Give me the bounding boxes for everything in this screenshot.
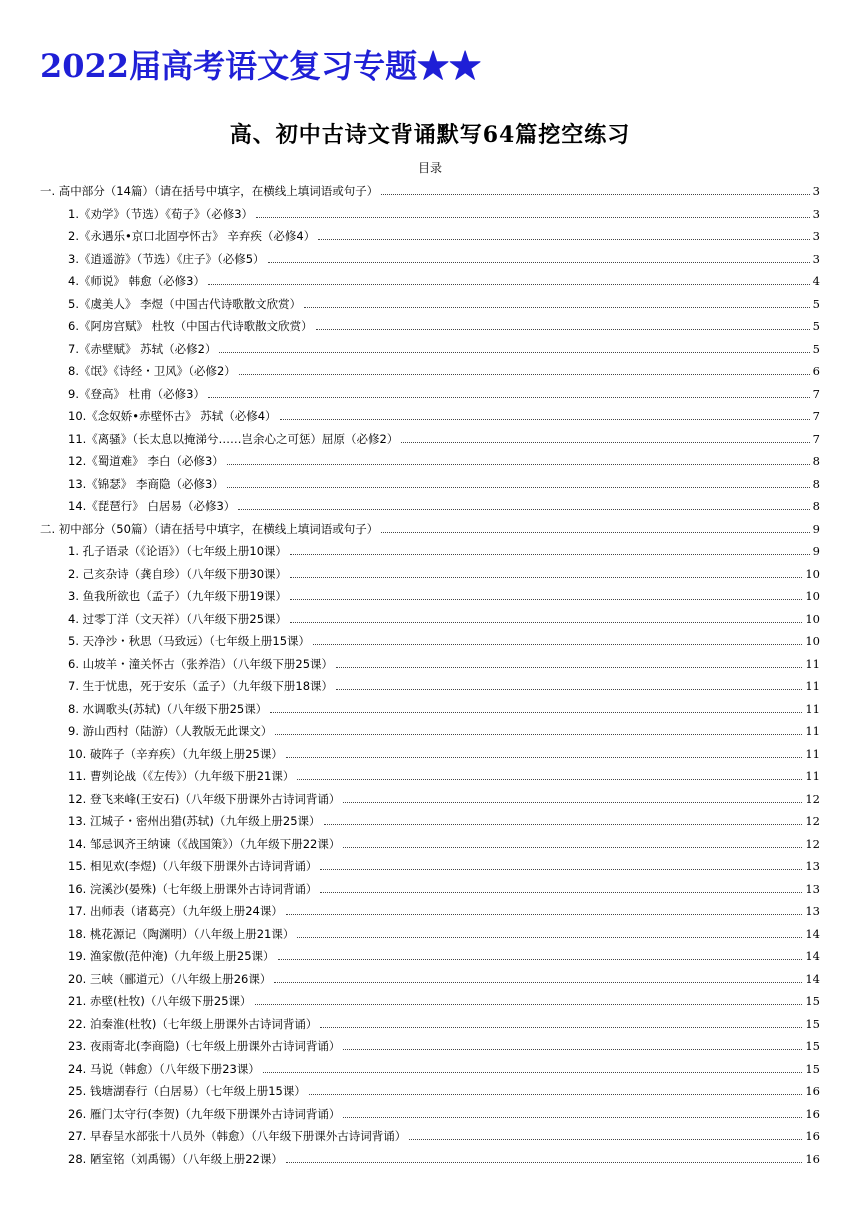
toc-entry-label: 20. 三峡（郦道元）（八年级上册26课）: [68, 971, 272, 986]
toc-dot-leader: [297, 778, 802, 780]
toc-dot-leader: [275, 733, 802, 735]
toc-dot-leader: [324, 823, 803, 825]
toc-page-number: 11: [805, 724, 820, 739]
toc-dot-leader: [286, 913, 803, 915]
toc-dot-leader: [263, 1071, 803, 1073]
toc-entry-row[interactable]: [40, 878, 820, 901]
toc-entry-row[interactable]: [40, 1080, 820, 1103]
toc-entry-label: 18. 桃花源记（陶渊明）（八年级上册21课）: [68, 926, 295, 941]
toc-entry-label: 8. 水调歌头(苏轼)（八年级下册25课）: [68, 701, 268, 716]
toc-page-number: 7: [812, 409, 820, 424]
toc-entry-label: 7. 生于忧患，死于安乐（孟子）（九年级下册18课）: [68, 679, 334, 694]
toc-entry-row[interactable]: [40, 698, 820, 721]
toc-entry-label: 3. 鱼我所欲也（孟子）（九年级下册19课）: [68, 589, 288, 604]
toc-entry-label: 17. 出师表（诸葛亮）（九年级上册24课）: [68, 904, 283, 919]
toc-dot-leader: [227, 486, 810, 488]
toc-page-number: 8: [812, 499, 820, 514]
toc-dot-leader: [320, 868, 802, 870]
toc-entry-row[interactable]: [40, 945, 820, 968]
toc-page-number: 14: [805, 949, 820, 964]
toc-page-number: 7: [812, 431, 820, 446]
table-of-contents: [40, 180, 820, 1170]
toc-entry-label: 12.《蜀道难》 李白（必修3）: [68, 454, 224, 469]
toc-entry-row[interactable]: [40, 315, 820, 338]
toc-dot-leader: [270, 711, 802, 713]
toc-entry-row[interactable]: [40, 360, 820, 383]
toc-dot-leader: [290, 621, 802, 623]
toc-entry-label: 8.《氓》《诗经・卫风》（必修2）: [68, 364, 236, 379]
toc-page-number: 11: [805, 746, 820, 761]
toc-page-number: 7: [812, 386, 820, 401]
toc-entry-label: 3.《逍遥游》（节选）《庄子》（必修5）: [68, 251, 265, 266]
toc-entry-row[interactable]: [40, 990, 820, 1013]
toc-dot-leader: [336, 688, 802, 690]
toc-entry-label: 22. 泊秦淮(杜牧)（七年级上册课外古诗词背诵）: [68, 1016, 318, 1031]
toc-entry-row[interactable]: [40, 968, 820, 991]
toc-entry-row[interactable]: [40, 405, 820, 428]
toc-entry-row[interactable]: [40, 270, 820, 293]
toc-dot-leader: [297, 936, 802, 938]
toc-entry-row[interactable]: [40, 585, 820, 608]
toc-page-number: 15: [805, 1016, 820, 1031]
toc-entry-row[interactable]: [40, 383, 820, 406]
toc-page-number: 3: [812, 206, 820, 221]
toc-page-number: 5: [812, 296, 820, 311]
toc-entry-label: 25. 钱塘湖春行（白居易）（七年级上册15课）: [68, 1084, 306, 1099]
toc-entry-label: 10. 破阵子（辛弃疾）（九年级上册25课）: [68, 746, 283, 761]
toc-entry-label: 6. 山坡羊・潼关怀古（张养浩）（八年级下册25课）: [68, 656, 334, 671]
toc-page-number: 11: [805, 656, 820, 671]
toc-page-number: 10: [805, 566, 820, 581]
toc-page-number: 12: [805, 836, 820, 851]
toc-dot-leader: [320, 891, 802, 893]
toc-entry-label: 27. 早春呈水部张十八员外（韩愈）（八年级下册课外古诗词背诵）: [68, 1129, 407, 1144]
toc-page-number: 13: [805, 859, 820, 874]
toc-page-number: 11: [805, 679, 820, 694]
toc-dot-leader: [381, 531, 809, 533]
toc-dot-leader: [239, 373, 810, 375]
toc-dot-leader: [208, 283, 810, 285]
toc-dot-leader: [286, 756, 803, 758]
toc-entry-label: 4.《师说》 韩愈（必修3）: [68, 274, 205, 289]
toc-page-number: 3: [812, 229, 820, 244]
toc-dot-leader: [238, 508, 809, 510]
toc-entry-row[interactable]: [40, 473, 820, 496]
toc-dot-leader: [343, 1048, 802, 1050]
toc-entry-row[interactable]: [40, 540, 820, 563]
toc-entry-label: 15. 相见欢(李煜)（八年级下册课外古诗词背诵）: [68, 859, 318, 874]
toc-entry-label: 13. 江城子・密州出猎(苏轼)（九年级上册25课）: [68, 814, 321, 829]
toc-page-number: 3: [812, 184, 820, 199]
toc-page-number: 10: [805, 634, 820, 649]
toc-dot-leader: [304, 306, 810, 308]
toc-entry-row[interactable]: [40, 225, 820, 248]
toc-entry-row[interactable]: [40, 563, 820, 586]
toc-page-number: 16: [805, 1129, 820, 1144]
toc-entry-label: 28. 陋室铭（刘禹锡）（八年级上册22课）: [68, 1151, 283, 1166]
toc-entry-label: 19. 渔家傲(范仲淹)（九年级上册25课）: [68, 949, 275, 964]
toc-entry-row[interactable]: [40, 495, 820, 518]
toc-page-number: 15: [805, 1061, 820, 1076]
toc-entry-row[interactable]: [40, 1058, 820, 1081]
toc-page-number: 3: [812, 251, 820, 266]
toc-entry-row[interactable]: [40, 743, 820, 766]
toc-entry-label: 11. 曹刿论战（《左传》）（九年级下册21课）: [68, 769, 295, 784]
toc-entry-label: 9.《登高》 杜甫（必修3）: [68, 386, 205, 401]
toc-page-number: 6: [812, 364, 820, 379]
toc-dot-leader: [336, 666, 802, 668]
toc-entry-label: 23. 夜雨寄北(李商隐)（七年级上册课外古诗词背诵）: [68, 1039, 341, 1054]
toc-page-number: 10: [805, 589, 820, 604]
toc-page-number: 16: [805, 1084, 820, 1099]
toc-dot-leader: [381, 193, 809, 195]
toc-dot-leader: [208, 396, 810, 398]
toc-entry-row[interactable]: [40, 653, 820, 676]
toc-page-number: 15: [805, 994, 820, 1009]
toc-page-number: 11: [805, 769, 820, 784]
toc-entry-row[interactable]: [40, 630, 820, 653]
toc-page-number: 16: [805, 1151, 820, 1166]
toc-page-number: 14: [805, 971, 820, 986]
toc-dot-leader: [268, 261, 810, 263]
toc-entry-row[interactable]: [40, 923, 820, 946]
toc-entry-row[interactable]: [40, 675, 820, 698]
toc-dot-leader: [316, 328, 810, 330]
toc-page-number: 4: [812, 274, 820, 289]
toc-page-number: 16: [805, 1106, 820, 1121]
toc-dot-leader: [309, 1093, 803, 1095]
toc-dot-leader: [290, 553, 810, 555]
toc-entry-row[interactable]: [40, 428, 820, 451]
toc-dot-leader: [290, 598, 802, 600]
toc-entry-label: 21. 赤壁(杜牧)（八年级下册25课）: [68, 994, 252, 1009]
toc-dot-leader: [280, 418, 810, 420]
toc-entry-row[interactable]: [40, 203, 820, 226]
toc-page-number: 14: [805, 926, 820, 941]
toc-page-number: 5: [812, 341, 820, 356]
toc-entry-label: 10.《念奴娇•赤壁怀古》 苏轼（必修4）: [68, 409, 277, 424]
toc-dot-leader: [256, 216, 810, 218]
toc-entry-row[interactable]: [40, 338, 820, 361]
toc-entry-label: 2. 己亥杂诗（龚自珍）（八年级下册30课）: [68, 566, 288, 581]
toc-entry-label: 9. 游山西村（陆游）（人教版无此课文）: [68, 724, 273, 739]
toc-entry-row[interactable]: [40, 293, 820, 316]
toc-dot-leader: [343, 801, 802, 803]
toc-dot-leader: [290, 576, 802, 578]
toc-entry-row[interactable]: [40, 248, 820, 271]
toc-dot-leader: [401, 441, 809, 443]
toc-entry-label: 5. 天净沙・秋思（马致远）（七年级上册15课）: [68, 634, 311, 649]
toc-entry-row[interactable]: [40, 855, 820, 878]
toc-page-number: 12: [805, 791, 820, 806]
toc-page-number: 12: [805, 814, 820, 829]
toc-page-number: 13: [805, 881, 820, 896]
toc-section-row[interactable]: [40, 180, 820, 203]
toc-entry-label: 7.《赤壁赋》 苏轼（必修2）: [68, 341, 217, 356]
toc-entry-label: 12. 登飞来峰(王安石)（八年级下册课外古诗词背诵）: [68, 791, 341, 806]
toc-dot-leader: [318, 238, 809, 240]
toc-entry-label: 14. 邹忌讽齐王纳谏（《战国策》）（九年级下册22课）: [68, 836, 341, 851]
toc-entry-row[interactable]: [40, 810, 820, 833]
toc-dot-leader: [255, 1003, 803, 1005]
toc-page-number: 9: [812, 521, 820, 536]
toc-dot-leader: [343, 1116, 802, 1118]
toc-heading: 目录: [417, 161, 442, 175]
toc-entry-label: 4. 过零丁洋（文天祥）（八年级下册25课）: [68, 611, 288, 626]
toc-page-number: 15: [805, 1039, 820, 1054]
toc-entry-label: 1.《劝学》（节选）《荀子》（必修3）: [68, 206, 254, 221]
toc-entry-row[interactable]: [40, 788, 820, 811]
toc-entry-row[interactable]: [40, 833, 820, 856]
toc-dot-leader: [278, 958, 803, 960]
toc-entry-row[interactable]: [40, 1103, 820, 1126]
toc-entry-label: 11.《离骚》（长太息以掩涕兮……岂余心之可惩）屈原（必修2）: [68, 431, 399, 446]
toc-section-row[interactable]: [40, 518, 820, 541]
toc-entry-row[interactable]: [40, 720, 820, 743]
toc-page-number: 8: [812, 476, 820, 491]
toc-entry-label: 2.《永遇乐•京口北固亭怀古》 辛弃疾（必修4）: [68, 229, 316, 244]
toc-dot-leader: [313, 643, 802, 645]
toc-entry-label: 14.《琵琶行》 白居易（必修3）: [68, 499, 236, 514]
toc-entry-row[interactable]: [40, 1035, 820, 1058]
toc-entry-label: 一. 高中部分（14篇）（请在括号中填字，在横线上填词语或句子）: [40, 184, 379, 199]
toc-entry-label: 1. 孔子语录（《论语》）（七年级上册10课）: [68, 544, 288, 559]
toc-dot-leader: [343, 846, 802, 848]
toc-entry-label: 16. 浣溪沙(晏殊)（七年级上册课外古诗词背诵）: [68, 881, 318, 896]
series-banner: 2022届高考语文复习专题★★: [40, 47, 482, 85]
toc-entry-row[interactable]: [40, 1125, 820, 1148]
toc-page-number: 10: [805, 611, 820, 626]
toc-entry-label: 24. 马说（韩愈）（八年级下册23课）: [68, 1061, 260, 1076]
toc-page-number: 11: [805, 701, 820, 716]
toc-dot-leader: [320, 1026, 802, 1028]
toc-entry-row[interactable]: [40, 608, 820, 631]
toc-dot-leader: [227, 463, 810, 465]
toc-entry-label: 二. 初中部分（50篇）（请在括号中填字，在横线上填词语或句子）: [40, 521, 379, 536]
toc-dot-leader: [219, 351, 809, 353]
toc-dot-leader: [409, 1138, 802, 1140]
toc-entry-label: 5.《虞美人》 李煜（中国古代诗歌散文欣赏）: [68, 296, 302, 311]
toc-page-number: 13: [805, 904, 820, 919]
document-title: 高、初中古诗文背诵默写64篇挖空练习: [229, 122, 631, 148]
toc-dot-leader: [274, 981, 802, 983]
toc-dot-leader: [286, 1161, 803, 1163]
toc-entry-label: 13.《锦瑟》 李商隐（必修3）: [68, 476, 224, 491]
toc-page-number: 9: [812, 544, 820, 559]
toc-entry-label: 26. 雁门太守行(李贺)（九年级下册课外古诗词背诵）: [68, 1106, 341, 1121]
toc-entry-row[interactable]: [40, 1148, 820, 1171]
toc-entry-label: 6.《阿房宫赋》 杜牧（中国古代诗歌散文欣赏）: [68, 319, 313, 334]
toc-entry-row[interactable]: [40, 1013, 820, 1036]
toc-entry-row[interactable]: [40, 765, 820, 788]
toc-entry-row[interactable]: [40, 450, 820, 473]
toc-entry-row[interactable]: [40, 900, 820, 923]
toc-page-number: 8: [812, 454, 820, 469]
toc-page-number: 5: [812, 319, 820, 334]
